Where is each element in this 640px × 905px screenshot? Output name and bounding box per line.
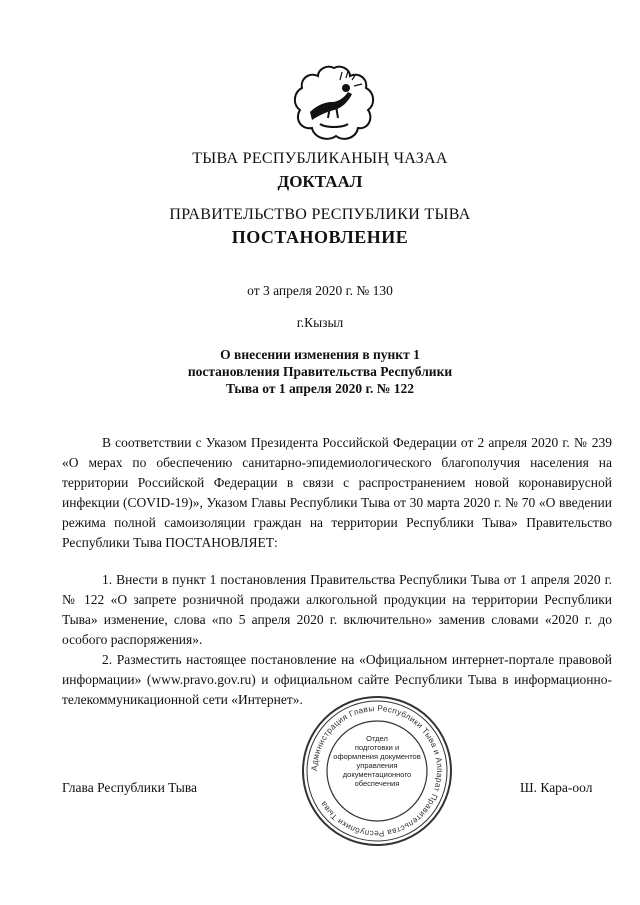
body-paragraph-preamble [62,433,612,553]
stamp-line: оформления документов [333,752,421,761]
coat-of-arms-icon [290,62,378,146]
paragraph-text: 2. Разместить настоящее постановление на «Официальном интернет-портале правовой информации» (www.pravo.gov.ru) и официальном сайте Республики Тыва в информационно-телекоммуникационной сети «Интернет». [62,652,612,707]
stamp-line: обеспечения [354,779,400,788]
signatory-position: Глава Республики Тыва [62,780,198,795]
stamp-line: подготовки и [354,743,400,752]
stamp-center-text [330,734,424,788]
title-line: Тыва от 1 апреля 2020 г. № 122 [225,381,415,396]
paragraph-text: 1. Внести в пункт 1 постановления Правительства Республики Тыва от 1 апреля 2020 г. № 122 «О запрете розничной продажи алкогольной продукции на территории Республики Тыва» изменение, слова «по 5 апреля 2020 г. включительно» заменив словами «2020 г. до особого распоряжения». [62,572,612,647]
signatory-name: Ш. Кара-оол [520,780,593,795]
document-city: г.Кызыл [296,315,344,330]
stamp-ring-text: Администрация Главы Республики Тыва и Аппарат Правительства Республики Тыва [309,703,445,839]
russian-government-heading: ПРАВИТЕЛЬСТВО РЕСПУБЛИКИ ТЫВА [169,206,471,223]
tyva-doc-type-heading: ДОКТААЛ [277,172,363,191]
title-line: постановления Правительства Республики [187,364,453,379]
tyva-government-heading: ТЫВА РЕСПУБЛИКАНЫҢ ЧАЗАА [192,150,448,167]
paragraph-text: В соответствии с Указом Президента Российской Федерации от 2 апреля 2020 г. № 239 «О мерах по обеспечению санитарно-эпидемиологического благополучия населения на территории Российской Федерации в связи с распространением новой коронавирусной инфекции (COVID-19)», Указом Главы Республики Тыва от 30 марта 2020 г. № 70 «О введении режима полной самоизоляции граждан на территории Республики Тыва» Правительство Республики Тыва ПОСТАНОВЛЯЕТ: [62,435,612,550]
document-date-number: от 3 апреля 2020 г. № 130 [247,283,393,298]
title-line: О внесении изменения в пункт 1 [220,347,420,362]
stamp-line: управления [356,761,398,770]
body-paragraph-item-1 [62,570,612,650]
stamp-line: документационного [342,770,412,779]
stamp-line: Отдел [366,734,388,743]
russian-doc-type-heading: ПОСТАНОВЛЕНИЕ [231,227,409,247]
document-title [0,346,640,397]
